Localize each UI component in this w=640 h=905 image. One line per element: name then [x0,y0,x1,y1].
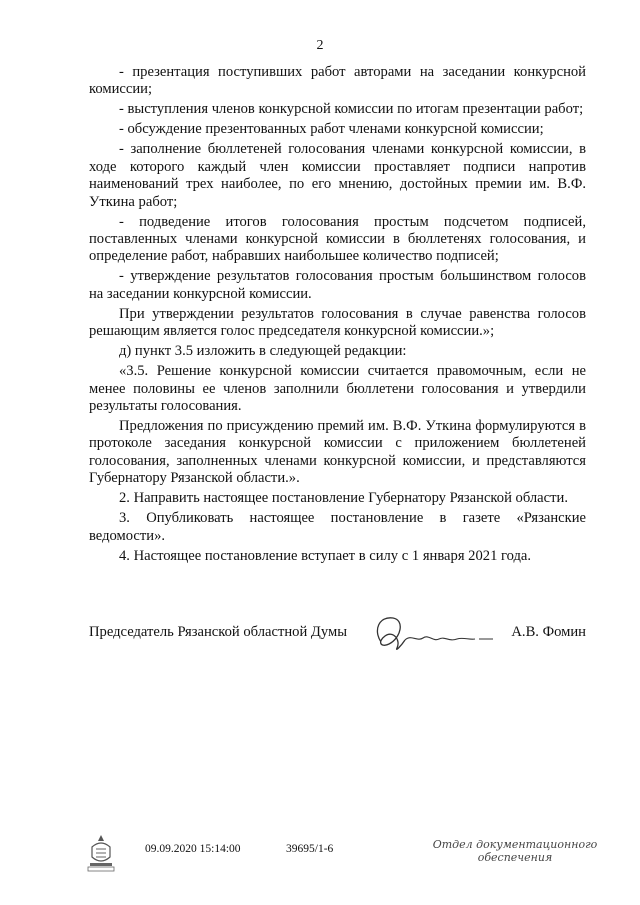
paragraph: - утверждение результатов голосования простым большинством голосов на заседании конкурсной комиссии. [89,268,586,302]
paragraph: - выступления членов конкурсной комиссии по итогам презентации работ; [119,101,584,118]
handwritten-signature [371,612,501,656]
department-stamp [430,838,600,864]
paragraph: 2. Направить настоящее постановление Губернатору Рязанской области. [119,490,568,507]
paragraph: - заполнение бюллетеней голосования членами конкурсной комиссии, в ходе которого каждый член комиссии проставляет подписи напротив наименований трех наиболее, по его мнению, достойных премии им. В.Ф. Уткина работ; [89,141,586,210]
signatory-name: А.В. Фомин [511,624,586,640]
paragraph: Предложения по присуждению премий им. В.Ф. Уткина формулируются в протоколе заседания конкурсной комиссии с приложением бюллетеней голосования, заполненных членами конкурсной комиссии, и представляются Губернатору Рязанской области.». [89,418,586,487]
paragraph: - обсуждение презентованных работ членами конкурсной комиссии; [119,121,544,138]
paragraph: 4. Настоящее постановление вступает в силу с 1 января 2021 года. [119,547,532,564]
coat-of-arms-icon [84,833,118,873]
paragraph: д) пункт 3.5 изложить в следующей редакции: [119,343,407,360]
stamp-line: Отдел документационного [432,838,598,851]
signatory-title: Председатель Рязанской областной Думы [89,624,347,640]
registration-date: 09.09.2020 15:14:00 [145,843,241,855]
paragraph: «3.5. Решение конкурсной комиссии считается правомочным, если не менее половины ее членов заполнили бюллетени голосования и утвердили результаты голосования. [89,363,586,415]
paragraph: - презентация поступивших работ авторами на заседании конкурсной комиссии; [89,64,586,98]
paragraph: При утверждении результатов голосования в случае равенства голосов решающим является голос председателя конкурсной комиссии.»; [89,305,586,340]
stamp-line: обеспечения [477,851,553,864]
paragraph: 3. Опубликовать настоящее постановление в газете «Рязанские ведомости». [89,510,586,544]
signature-block [89,612,586,652]
page-number: 2 [316,38,324,53]
paragraph: - подведение итогов голосования простым подсчетом подписей, поставленных членами конкурсной комиссии в бюллетенях голосования, и определение работ, набравших наибольшее количество подписей; [89,213,586,265]
registration-number: 39695/1-6 [286,843,334,855]
document-body [89,64,586,568]
